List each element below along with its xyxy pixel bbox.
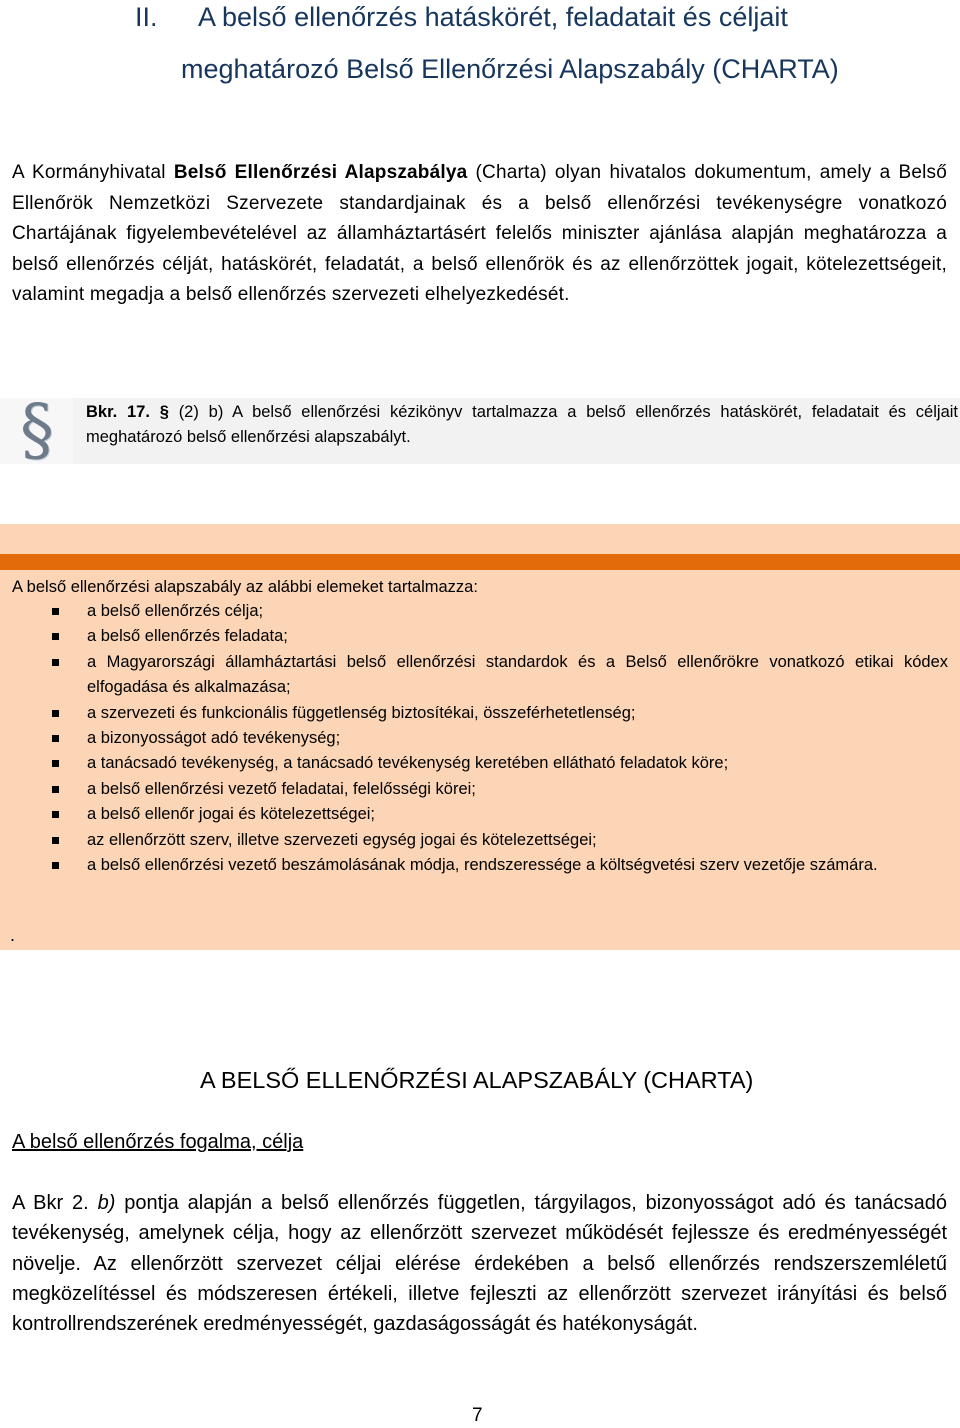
list-item	[0, 624, 960, 649]
square-bullet-icon	[52, 710, 59, 717]
list-item	[0, 650, 960, 701]
list-item-text: a belső ellenőr jogai és kötelezettségei;	[87, 805, 376, 824]
list-item	[0, 751, 960, 776]
square-bullet-icon	[52, 760, 59, 767]
intro-paragraph	[12, 158, 947, 311]
square-bullet-icon	[52, 659, 59, 666]
section-title: A BELSŐ ELLENŐRZÉSI ALAPSZABÁLY (CHARTA)	[200, 1067, 754, 1093]
list-title: A belső ellenőrzési alapszabály az alábbi elemeket tartalmazza:	[12, 578, 478, 596]
list-item-text: a belső ellenőrzési vezető feladatai, felelősségi körei;	[87, 779, 476, 798]
list-box-top-band	[0, 524, 960, 554]
list-item-text: a Magyarországi államháztartási belső ellenőrzési standardok és a Belső ellenőrökre vonatkozó etikai kódex elfogadása és alkalmazása;	[87, 652, 948, 697]
square-bullet-icon	[52, 786, 59, 793]
list-item	[0, 599, 960, 624]
page-title-line1: A belső ellenőrzés hatáskörét, feladatait és céljait	[198, 2, 788, 32]
list-item-text: a belső ellenőrzés célja;	[87, 602, 264, 620]
section-text-1: A Bkr 2.	[12, 1192, 98, 1214]
reference-body: (2) b) A belső ellenőrzési kézikönyv tartalmazza a belső ellenőrzés hatáskörét, feladatait és céljait meghatározó belső ellenőrzési alapszabályt.	[86, 403, 958, 446]
square-bullet-icon	[52, 811, 59, 818]
reference-inline-symbol: §	[159, 403, 169, 421]
square-bullet-icon	[52, 862, 59, 869]
elements-list	[0, 599, 960, 878]
list-item	[0, 777, 960, 802]
section-paragraph	[12, 1188, 947, 1339]
section-text-2: pontja alapján a belső ellenőrzés független, tárgyilagos, bizonyosságot adó és tanácsadó tevékenység, amelynek célja, hogy az ellenőrzött szervezet működését fejlessze és eredményességét növelje. Az ellenőrzött szervezet céljai elérése érdekében a belső ellenőrzés rendszerszemléletű megközelítéssel és módszeresen értékeli, illetve fejleszti az ellenőrzött szervezet irányítási és belső kontrollrendszerének eredményességét, gazdaságosságát és hatékonyságát.	[12, 1192, 947, 1336]
page-title-line2: meghatározó Belső Ellenőrzési Alapszabály (CHARTA)	[181, 54, 839, 84]
reference-label: Bkr. 17.	[86, 403, 150, 421]
intro-text-2: (Charta) olyan hivatalos dokumentum, amely a Belső Ellenőrök Nemzetközi Szervezete standardjainak és a belső ellenőrzési tevékenységre vonatkozó Chartájának figyelembevételével az államháztartásért felelős miniszter ajánlása alapján meghatározza a belső ellenőrzés célját, hatáskörét, feladatát, a belső ellenőrök és az ellenőrzöttek jogait, kötelezettségeit, valamint megadja a belső ellenőrzés szervezeti elhelyezkedését.	[12, 162, 947, 305]
list-item-text: a belső ellenőrzési vezető beszámolásának módja, rendszeressége a költségvetési szerv vezetője számára.	[87, 856, 878, 875]
list-item	[0, 726, 960, 751]
intro-bold: Belső Ellenőrzési Alapszabálya	[173, 162, 468, 183]
trailing-dot: .	[10, 925, 16, 945]
section-italic: b)	[97, 1192, 116, 1214]
square-bullet-icon	[52, 633, 59, 640]
section-subtitle: A belső ellenőrzés fogalma, célja	[12, 1131, 304, 1153]
list-item-text: a belső ellenőrzés feladata;	[87, 627, 288, 646]
list-item-text: a tanácsadó tevékenység, a tanácsadó tevékenység keretében ellátható feladatok köre;	[87, 754, 729, 773]
list-item	[0, 828, 960, 853]
intro-text-1: A Kormányhivatal	[12, 162, 174, 183]
section-number: II.	[135, 2, 158, 32]
list-box-orange-bar	[0, 554, 960, 570]
list-item-text: a szervezeti és funkcionális függetlenség biztosítékai, összeférhetetlenség;	[87, 703, 636, 722]
square-bullet-icon	[52, 735, 59, 742]
reference-text	[86, 400, 958, 450]
page-number: 7	[472, 1405, 483, 1426]
list-item-text: az ellenőrzött szerv, illetve szervezeti egység jogai és kötelezettségei;	[87, 830, 597, 849]
square-bullet-icon	[52, 608, 59, 615]
list-item	[0, 802, 960, 827]
list-item	[0, 853, 960, 878]
list-item-text: a bizonyosságot adó tevékenység;	[87, 729, 341, 748]
paragraph-sign-icon: §	[20, 391, 54, 470]
square-bullet-icon	[52, 837, 59, 844]
list-item	[0, 701, 960, 726]
